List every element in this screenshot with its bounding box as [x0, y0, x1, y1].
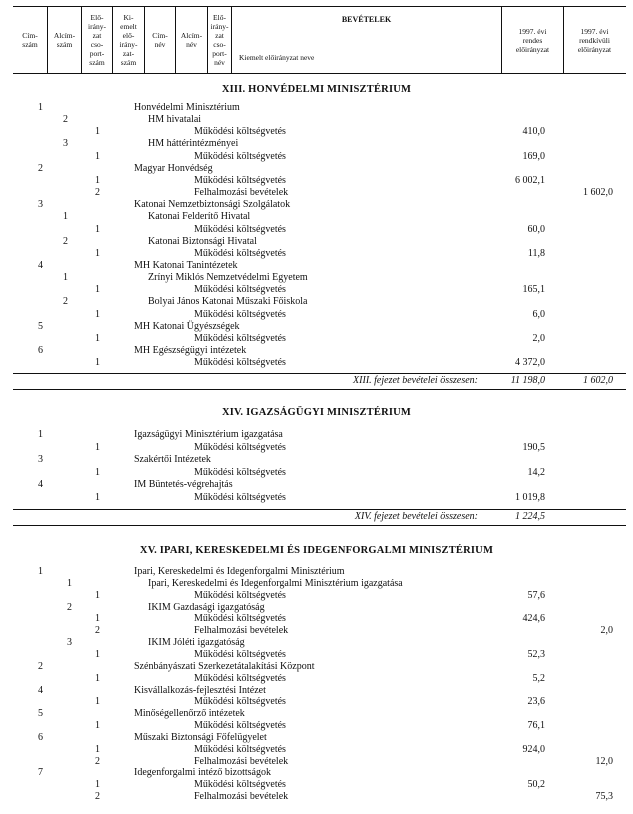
cell-name: Működési költségvetés: [194, 151, 286, 162]
table-row: [0, 114, 633, 126]
table-row: [0, 454, 633, 466]
header-csoportnev-label: Elő- irány- zat cso- port- név: [210, 13, 229, 67]
cell-name: Honvédelmi Minisztérium: [134, 102, 240, 113]
cell-alcimszam: 2: [67, 602, 72, 613]
table-row: [0, 163, 633, 175]
cell-kiemeltszam: 2: [95, 625, 100, 636]
cell-name: Működési költségvetés: [194, 492, 286, 503]
cell-kiemeltszam: 1: [95, 779, 100, 790]
table-row: [0, 272, 633, 284]
cell-name: Működési költségvetés: [194, 467, 286, 478]
cell-kiemeltszam: 1: [95, 357, 100, 368]
cell-name: Katonai Nemzetbiztonsági Szolgálatok: [134, 199, 291, 210]
cell-alcimszam: 1: [67, 578, 72, 589]
cell-rendes: 57,6: [527, 590, 545, 601]
total-row: [0, 375, 633, 387]
header-rendkivuli: [564, 7, 625, 73]
total-row: [0, 511, 633, 523]
cell-cimszam: 3: [38, 199, 43, 210]
total-label: XIV. fejezet bevételei összesen:: [354, 511, 478, 522]
header-csoportszam-label: Elő- irány- zat cso- port- szám: [88, 13, 106, 67]
cell-kiemeltszam: 1: [95, 175, 100, 186]
cell-name: Idegenforgalmi intéző bizottságok: [134, 767, 271, 778]
table-row: [0, 590, 633, 602]
cell-rendes: 410,0: [522, 126, 545, 137]
cell-name: Szakértői Intézetek: [134, 454, 211, 465]
cell-name: Működési költségvetés: [194, 175, 286, 186]
cell-alcimszam: 2: [63, 296, 68, 307]
cell-rendes: 14,2: [527, 467, 545, 478]
header-cimszam-label: Cím- szám: [22, 31, 38, 49]
total-divider: [13, 525, 626, 526]
table-row: [0, 566, 633, 578]
header-rendkivuli-label: 1997. évi rendkívüli előirányzat: [577, 26, 612, 54]
cell-name: Működési költségvetés: [194, 720, 286, 731]
table-row: [0, 296, 633, 308]
cell-kiemeltszam: 1: [95, 467, 100, 478]
cell-rendkivuli: 1 602,0: [583, 187, 613, 198]
cell-rendkivuli: 12,0: [595, 756, 613, 767]
cell-name: Szénbányászati Szerkezetátalakítási Központ: [134, 661, 315, 672]
cell-name: Működési költségvetés: [194, 779, 286, 790]
cell-kiemeltszam: 1: [95, 673, 100, 684]
total-label: XIII. fejezet bevételei összesen:: [353, 375, 478, 386]
header-bevetelek-label: BEVÉTELEK: [341, 15, 392, 24]
cell-name: MH Katonai Ügyészségek: [134, 321, 240, 332]
cell-name: HM hivatalai: [148, 114, 202, 125]
header-alcimnev: [176, 7, 208, 73]
cell-kiemeltszam: 1: [95, 248, 100, 259]
cell-rendes: 52,3: [527, 649, 545, 660]
cell-name: Működési költségvetés: [194, 248, 286, 259]
table-row: [0, 357, 633, 369]
cell-rendes: 6 002,1: [515, 175, 545, 186]
table-row: [0, 236, 633, 248]
table-row: [0, 199, 633, 211]
cell-name: Működési költségvetés: [194, 696, 286, 707]
table-row: [0, 102, 633, 114]
table-row: [0, 779, 633, 791]
header-alcimszam-label: Alcím- szám: [53, 31, 76, 49]
cell-alcimszam: 3: [63, 138, 68, 149]
header-kiemelt-label: Kiemelt előirányzat neve: [239, 53, 315, 62]
cell-alcimszam: 2: [63, 114, 68, 125]
table-row: [0, 211, 633, 223]
cell-rendes: 924,0: [522, 744, 545, 755]
cell-kiemeltszam: 1: [95, 696, 100, 707]
table-row: [0, 492, 633, 504]
cell-cimszam: 1: [38, 429, 43, 440]
cell-name: Igazságügyi Minisztérium igazgatása: [134, 429, 283, 440]
cell-name: HM háttérintézményei: [148, 138, 239, 149]
header-cimszam: [13, 7, 48, 73]
cell-kiemeltszam: 2: [95, 756, 100, 767]
cell-kiemeltszam: 1: [95, 309, 100, 320]
cell-name: Katonai Biztonsági Hivatal: [148, 236, 257, 247]
table-row: [0, 467, 633, 479]
cell-kiemeltszam: 1: [95, 151, 100, 162]
table-row: [0, 284, 633, 296]
cell-name: Felhalmozási bevételek: [194, 625, 289, 636]
table-row: [0, 661, 633, 673]
cell-rendes: 4 372,0: [515, 357, 545, 368]
cell-name: IKIM Jóléti igazgatóság: [148, 637, 245, 648]
table-row: [0, 248, 633, 260]
table-row: [0, 613, 633, 625]
table-row: [0, 309, 633, 321]
cell-name: Ipari, Kereskedelmi és Idegenforgalmi Minisztérium: [134, 566, 345, 577]
section-title: XV. IPARI, KERESKEDELMI ÉS IDEGENFORGALMI MINISZTÉRIUM: [139, 545, 494, 556]
cell-name: Bolyai János Katonai Műszaki Főiskola: [148, 296, 308, 307]
cell-kiemeltszam: 1: [95, 720, 100, 731]
table-row: [0, 720, 633, 732]
cell-rendkivuli: 2,0: [600, 625, 613, 636]
cell-name: Magyar Honvédség: [134, 163, 213, 174]
cell-cimszam: 6: [38, 345, 43, 356]
total-divider: [13, 389, 626, 390]
header-bevetelek: [232, 7, 502, 73]
cell-name: Műszaki Biztonsági Főfelügyelet: [134, 732, 267, 743]
cell-rendes: 60,0: [527, 224, 545, 235]
table-row: [0, 333, 633, 345]
cell-rendes: 165,1: [522, 284, 545, 295]
total-rendes: 11 198,0: [510, 375, 545, 386]
header-kiemeltszam: [113, 7, 145, 73]
table-row: [0, 637, 633, 649]
cell-cimszam: 4: [38, 685, 43, 696]
cell-name: Működési költségvetés: [194, 673, 286, 684]
cell-kiemeltszam: 1: [95, 744, 100, 755]
cell-name: Működési költségvetés: [194, 649, 286, 660]
table-row: [0, 224, 633, 236]
cell-name: Katonai Felderítő Hivatal: [148, 211, 251, 222]
cell-cimszam: 5: [38, 321, 43, 332]
cell-name: Minőségellenőrző intézetek: [134, 708, 245, 719]
cell-rendes: 11,8: [527, 248, 545, 259]
table-row: [0, 126, 633, 138]
cell-cimszam: 3: [38, 454, 43, 465]
cell-cimszam: 2: [38, 163, 43, 174]
header-csoportnev: [208, 7, 232, 73]
cell-name: Ipari, Kereskedelmi és Idegenforgalmi Minisztérium igazgatása: [148, 578, 403, 589]
cell-name: Zrínyi Miklós Nemzetvédelmi Egyetem: [148, 272, 308, 283]
total-divider: [13, 509, 626, 510]
table-row: [0, 260, 633, 272]
header-kiemeltszam-label: Ki- emelt elő- irány- zat- szám: [119, 13, 138, 67]
cell-name: Működési költségvetés: [194, 613, 286, 624]
cell-name: Működési költségvetés: [194, 357, 286, 368]
table-header: [13, 6, 626, 74]
header-rendes: [502, 7, 564, 73]
cell-name: MH Egészségügyi intézetek: [134, 345, 247, 356]
cell-alcimszam: 2: [63, 236, 68, 247]
cell-kiemeltszam: 2: [95, 791, 100, 802]
header-alcimszam: [48, 7, 82, 73]
table-row: [0, 767, 633, 779]
cell-rendes: 6,0: [532, 309, 545, 320]
table-row: [0, 345, 633, 357]
section-title: XIII. HONVÉDELMI MINISZTÉRIUM: [221, 84, 412, 95]
table-row: [0, 321, 633, 333]
cell-kiemeltszam: 1: [95, 224, 100, 235]
table-row: [0, 625, 633, 637]
cell-name: Működési költségvetés: [194, 126, 286, 137]
cell-cimszam: 7: [38, 767, 43, 778]
cell-rendes: 424,6: [522, 613, 545, 624]
cell-rendes: 1 019,8: [515, 492, 545, 503]
table-row: [0, 673, 633, 685]
table-row: [0, 696, 633, 708]
table-row: [0, 175, 633, 187]
cell-name: MH Katonai Tanintézetek: [134, 260, 238, 271]
cell-name: Működési költségvetés: [194, 744, 286, 755]
header-cimnev: [145, 7, 176, 73]
table-row: [0, 442, 633, 454]
cell-name: Működési költségvetés: [194, 309, 286, 320]
cell-rendes: 2,0: [532, 333, 545, 344]
cell-name: Felhalmozási bevételek: [194, 187, 289, 198]
cell-cimszam: 4: [38, 479, 43, 490]
table-row: [0, 138, 633, 150]
cell-cimszam: 1: [38, 566, 43, 577]
table-row: [0, 732, 633, 744]
total-divider: [13, 373, 626, 374]
cell-name: Működési költségvetés: [194, 224, 286, 235]
cell-name: Működési költségvetés: [194, 442, 286, 453]
header-alcimnev-label: Alcím- név: [180, 31, 203, 49]
cell-cimszam: 1: [38, 102, 43, 113]
cell-name: Kisvállalkozás-fejlesztési Intézet: [134, 685, 266, 696]
total-rendkivuli: 1 602,0: [583, 375, 613, 386]
table-row: [0, 479, 633, 491]
cell-cimszam: 6: [38, 732, 43, 743]
table-row: [0, 187, 633, 199]
cell-kiemeltszam: 1: [95, 126, 100, 137]
cell-kiemeltszam: 2: [95, 187, 100, 198]
table-row: [0, 649, 633, 661]
cell-kiemeltszam: 1: [95, 284, 100, 295]
cell-rendes: 5,2: [532, 673, 545, 684]
cell-alcimszam: 1: [63, 272, 68, 283]
cell-cimszam: 4: [38, 260, 43, 271]
cell-kiemeltszam: 1: [95, 590, 100, 601]
cell-name: Működési költségvetés: [194, 284, 286, 295]
total-rendes: 1 224,5: [515, 511, 545, 522]
cell-name: Működési költségvetés: [194, 333, 286, 344]
cell-kiemeltszam: 1: [95, 492, 100, 503]
header-cimnev-label: Cím- név: [152, 31, 168, 49]
cell-alcimszam: 1: [63, 211, 68, 222]
table-row: [0, 791, 633, 803]
cell-rendes: 190,5: [522, 442, 545, 453]
cell-kiemeltszam: 1: [95, 442, 100, 453]
header-rendes-label: 1997. évi rendes előirányzat: [515, 26, 550, 54]
cell-rendes: 23,6: [527, 696, 545, 707]
cell-rendes: 76,1: [527, 720, 545, 731]
table-row: [0, 429, 633, 441]
cell-name: Felhalmozási bevételek: [194, 791, 289, 802]
cell-rendes: 50,2: [527, 779, 545, 790]
cell-name: Működési költségvetés: [194, 590, 286, 601]
cell-cimszam: 2: [38, 661, 43, 672]
cell-alcimszam: 3: [67, 637, 72, 648]
header-csoportszam: [82, 7, 113, 73]
cell-rendkivuli: 75,3: [595, 791, 613, 802]
cell-kiemeltszam: 1: [95, 333, 100, 344]
table-row: [0, 708, 633, 720]
table-row: [0, 151, 633, 163]
cell-name: IM Büntetés-végrehajtás: [134, 479, 233, 490]
section-title: XIV. IGAZSÁGÜGYI MINISZTÉRIUM: [221, 407, 412, 418]
table-row: [0, 578, 633, 590]
cell-kiemeltszam: 1: [95, 613, 100, 624]
cell-name: Felhalmozási bevételek: [194, 756, 289, 767]
cell-name: IKIM Gazdasági igazgatóság: [148, 602, 265, 613]
cell-rendes: 169,0: [522, 151, 545, 162]
cell-kiemeltszam: 1: [95, 649, 100, 660]
cell-cimszam: 5: [38, 708, 43, 719]
table-row: [0, 744, 633, 756]
